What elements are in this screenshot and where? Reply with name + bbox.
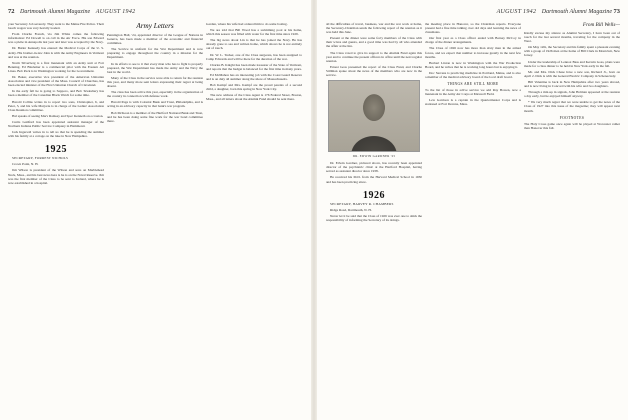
paragraph: Doc Stevens is practicing medicine in Portland, Maine, and is also a member of the medical advisory board of the local draft board. xyxy=(425,70,521,80)
paragraph: From Charlie French, via Jim White comes the following information: Ed Dowell is on call in the Air Force. His son Edward was a plebe in Annapolis last year and later was accepted by the Navy. xyxy=(8,32,104,45)
paragraph: The Service in uniform for the War Department and is now preparing to engage throughout the country in a mission for the Department. xyxy=(107,47,203,60)
paragraph: Dr. Baker, executive vice president of the American Unitarian Association and vice president of the Mass. Council of Churches, has been elected minister of the First Unitarian Church of Cleveland. xyxy=(8,75,104,88)
paragraph: Charles B. Knight has been made treasurer of the State of Vermont, and reports that the budget is balanced for the first time in many years. xyxy=(206,62,302,71)
left-page-number: 72 xyxy=(8,8,15,15)
page-gutter xyxy=(311,0,317,420)
paragraph: all the difficulties of travel, business, war and the war work at home, the Secretary-Chairman sends the following report of the reunion as it was held this June. xyxy=(326,22,422,35)
paragraph: the meeting place in Hanover, so the Chairman reports. Everyone present had a fine time talking over old days and learning the news of classmates. xyxy=(425,22,521,35)
paragraph: Garden, where his wife had ordered him to do some boxing. xyxy=(206,22,288,26)
paragraph: Hal speaks of seeing Marv Ramsey and Spec Kenneth on occasion. xyxy=(12,113,104,118)
paragraph: Harold Page is with Colonial Bank and Trust, Philadelphia, and is acting in an advisory capacity in that bank's war program. xyxy=(107,100,203,109)
left-column-1 xyxy=(8,22,104,414)
paragraph: Our first year as a Class officer ended with Barney McCoy in charge of the dinner arrangements. xyxy=(425,36,521,45)
paragraph: Jack Ingersoll writes in to tell us that he is spending the summer with his family at a cottage on the lake in New Hampshire. xyxy=(8,130,104,139)
subsection-heading: THINGS ARE STILL MORE xyxy=(447,82,499,87)
class-secretary: SECRETARY, HARVEY R. CHAMBERS xyxy=(330,201,394,206)
class-year-heading: 1926 xyxy=(363,189,385,201)
paragraph: Dr. Edwin Gardner, pictured above, has recently been appointed director of the psychiatric clinic at the Hartford Hospital, having served as assistant director since 1938. xyxy=(326,161,422,174)
left-column-3 xyxy=(206,22,302,414)
portrait-caption: DR. EDWIN GARDNER '25 xyxy=(352,154,396,159)
right-running-head xyxy=(326,8,620,18)
left-page xyxy=(0,0,310,420)
class-secretary-address: Ridge Road, Dartmouth, N. H. xyxy=(330,207,372,212)
paragraph: In its efforts to see to it that every man who has to fight is properly prepared, the War Department has made the Army and the Navy the best in the world. xyxy=(107,61,203,74)
left-magazine-name: Dartmouth Alumni Magazine xyxy=(20,9,91,15)
section-title: Army Letters xyxy=(136,22,174,30)
paragraph: Bob Kempf and Mrs. Kempf are the proud parents of a second child, a daughter, born this spring in New York City. xyxy=(206,83,302,92)
paragraph: The big news about Lin is that he has joined the Navy. He has already gone to sea and written home, which shows he is not entirely out of touch. xyxy=(206,38,302,51)
paragraph: Never let it be said that the Class of 1926 was ever one to shirk the responsibility of informing the Secretary of its doings. xyxy=(326,213,422,222)
footnotes-heading: FOOTNOTES xyxy=(559,115,585,120)
paragraph: The Class of 1926 now has more than sixty men in the armed forces, and we expect that number to increase greatly in the next few months. xyxy=(425,46,521,59)
paragraph: Dr. W. L. Tucker, one of the Class surgeons, has been assigned to Camp Edwards and will be there for the duration of the war. xyxy=(206,52,302,61)
paragraph: Kindly excuse my silence as Alumni Secretary, I have been out of touch for the last several months, traveling for the company in the West. xyxy=(524,31,620,44)
paragraph: Ed McMahon has an interesting job with the Coast Guard Reserve and is on duty all summer along the shore of Massachusetts. xyxy=(206,72,302,82)
paragraph: Bill Valentine is back in New Hampshire after two years abroad, and is now living in Concord with his wife and two daughters. xyxy=(524,79,620,89)
paragraph: The class has been active this year, especially in the organization of the country in connection with defense work. xyxy=(107,90,203,99)
paragraph: Ernest Goss presented the report of the Class Fund, and Charlie Stillman spoke about the news of the members who are now in the service. xyxy=(326,64,422,78)
paragraph: Dr. Butler Kennedy has entered the Medical Corps of the U. S. Army. His brother-in-law John is with the Army Engineers in Vermont and was at the reunion. xyxy=(8,46,104,59)
paragraph: Pennington Hall, '24, appointed director of the League of Nations in Geneva, has been made a member of the economic and financial committee. xyxy=(107,33,203,46)
paragraph: The new address of the Class Agent is 176 Federal Street, Boston, Mass., and all letters about the Alumni Fund should be sent there. xyxy=(206,93,302,102)
right-page xyxy=(318,0,628,420)
paragraph: On May 12th, the Secretary and his family spent a pleasant evening with a group of 1926 men at the home of Bill Clark in Montclair, New Jersey. xyxy=(524,45,620,58)
paragraph: Lew Garrison is a captain in the Quartermaster Corps and is stationed at Fort Devens, Mass. xyxy=(425,98,521,107)
right-column-3 xyxy=(524,22,620,414)
paragraph: Jim Wilson is president of the Wilson and sons on Marblehead Neck, Mass., and his best news here is he is on the Naval Reserve. Jim was the first member of the Class to be sent to Iceland, where he is now established in a hospital. xyxy=(8,168,104,185)
paragraph: The Class voted to give its support to the Alumni Fund again this year and to continue the present officers in office until the next regular reunion. xyxy=(326,50,422,63)
paragraph: Norm Silverberg is a first lieutenant with an Army unit at Fort Benning. Ed Blackmer is a commercial pilot with the Eastern Air Lines. Bob Peck is in Washington working for the Government. xyxy=(8,60,104,73)
paragraph: Bob McKeon is a member of the Hartford National Bank and Trust, and he has been doing some fine work for the war bond committee there. xyxy=(107,110,203,123)
paragraph: Many of the Class in the service were able to return for the reunion this year, and many more sent letters expressing their regret at being absent. xyxy=(107,75,203,89)
class-secretary-address: Crown Point, N. H. xyxy=(12,162,39,167)
right-magazine-name: Dartmouth Alumni Magazine xyxy=(541,9,612,15)
paragraph: your Secretary Job severely. They went to the Maine Fire Police. Their beach wagon was very heavily loaded. xyxy=(8,22,104,31)
left-running-head xyxy=(8,8,302,18)
paragraph: To the list of those in active service we add Ray Bowen, now a lieutenant in the Army Air Corps at Maxwell Field. xyxy=(425,88,521,97)
paragraph: Mr. and Mrs. Dick Chase have a new son, Richard Jr., born on April 2. Dick is with the General Electric Company in Schenectady. xyxy=(524,69,620,78)
paragraph: Through a mix-up in signals, John Holman appeared at the reunion a day early, but he enjoyed himself anyway. xyxy=(524,90,620,99)
class-secretary: SECRETARY, FORREST NICHOLS xyxy=(12,156,69,161)
paragraph: He received his M.D. from the Harvard Medical School in 1930 and has been practicing since. xyxy=(326,175,422,184)
footnote: * We very much regret that we were unable to get the notes of the Class of 1927 into this issue of the magazine; they will appear next month. xyxy=(524,100,620,113)
paragraph: Herbert Linton is now in Washington with the War Production Board, and he writes that he is working long hours but is enjoying it. xyxy=(425,60,521,69)
class-year-heading: 1925 xyxy=(45,144,67,156)
portrait-photo xyxy=(328,80,420,152)
left-issue-month: AUGUST 1942 xyxy=(95,9,136,15)
paragraph: Present at the dinner were some forty members of the Class with their wives and guests, and a good time was had by all who attended the affair at the Inn. xyxy=(326,36,422,49)
paragraph: Under the leadership of Lennox Bass and Kerwin Goss, plans were made for a class dinner to be held in New York early in the fall. xyxy=(524,59,620,68)
left-column-2 xyxy=(107,22,203,414)
paragraph: Harold Collins writes in to report two sons, Christopher, 6, and Peter, 3, and his wife Marjorie is in charge of the Ladies' Association Class Reunion committee. xyxy=(8,99,104,112)
paragraph: The Holy Cross game once again will be played at Worcester rather than Hanover this fall. xyxy=(524,121,620,130)
right-page-number: 73 xyxy=(613,8,620,15)
right-issue-month: AUGUST 1942 xyxy=(496,9,537,15)
paragraph: In the early fall he is going to Sapporo, and Bob Tewksbury has been a member of the Canadian Black Watch for some time. xyxy=(8,89,104,98)
paragraph: We are told that Bill Wood has a swimming pool at his home, which this season was filled with water for the first time since 1929. xyxy=(206,28,302,37)
right-column-1 xyxy=(326,22,422,414)
paragraph: Curtis Guilford has been appointed assistant manager of the Northern Indiana Public Service Company in Hammond. xyxy=(8,119,104,128)
right-column-2 xyxy=(425,22,521,414)
letter-heading: From Bill Wells— xyxy=(582,22,620,28)
